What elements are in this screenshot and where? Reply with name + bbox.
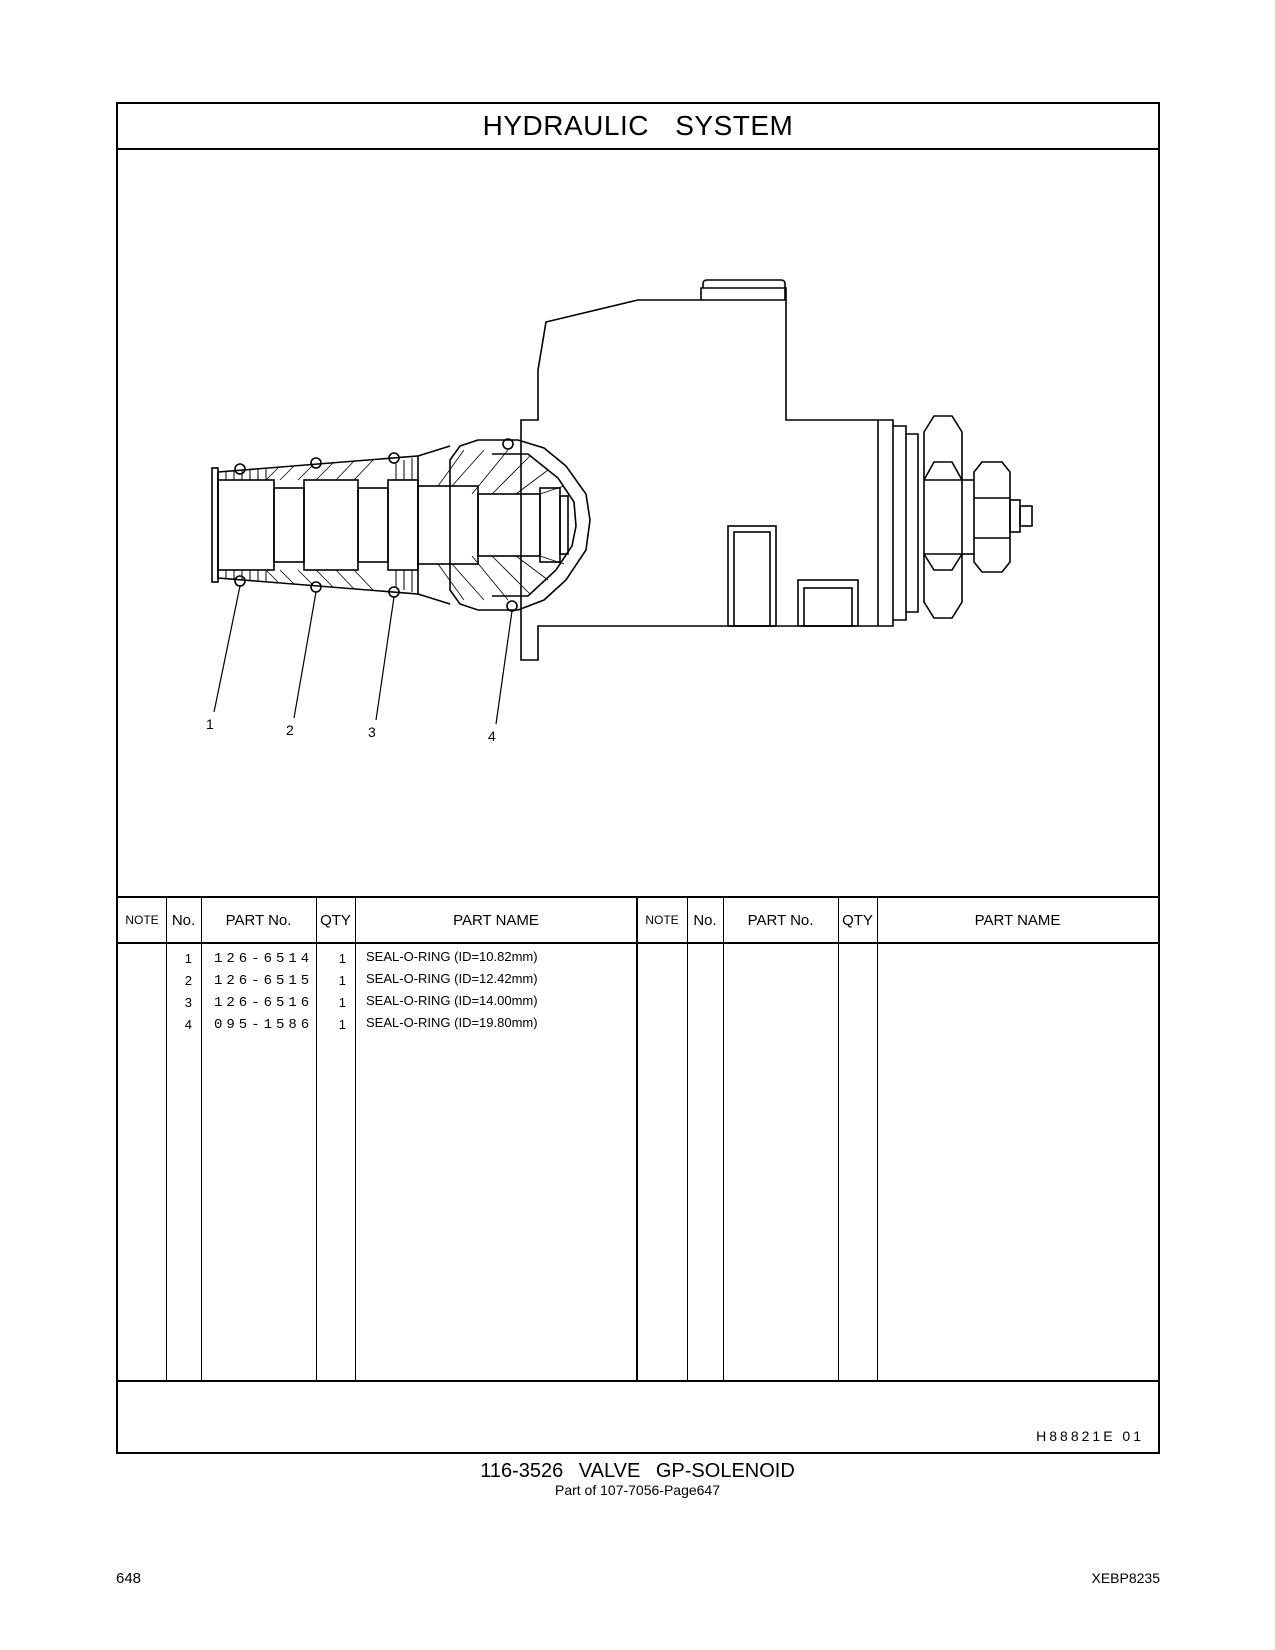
table-row-part-no: 095-1586: [214, 1017, 314, 1033]
table-row-part-name: SEAL-O-RING (ID=12.42mm): [366, 971, 538, 986]
cartridge-valve-section[interactable]: [212, 440, 590, 610]
callout-3: 3: [368, 724, 376, 740]
col-header-qty-left: QTY: [320, 911, 351, 929]
col-divider: [166, 898, 167, 1380]
callout-1: 1: [206, 716, 214, 732]
col-divider: [316, 898, 317, 1380]
assembly-title: 116-3526 VALVE GP-SOLENOID: [480, 1460, 795, 1482]
col-divider: [838, 898, 839, 1380]
callout-2: 2: [286, 722, 294, 738]
table-row-qty: 1: [338, 951, 346, 966]
col-divider: [723, 898, 724, 1380]
table-row-no: 1: [184, 951, 192, 966]
section-title: HYDRAULIC SYSTEM: [482, 110, 794, 141]
col-header-part-name-left: PART NAME: [453, 911, 539, 929]
col-header-part-no-right: PART No.: [747, 911, 814, 929]
solenoid-body: [521, 280, 918, 660]
page-caption: [0, 1460, 1275, 1498]
exploded-view-drawing: [118, 150, 1158, 896]
col-header-note-right: NOTE: [645, 913, 679, 927]
col-divider-center: [636, 898, 638, 1380]
table-row-qty: 1: [338, 1017, 346, 1032]
valve-solenoid-illustration: [118, 150, 1158, 896]
table-row-part-name: SEAL-O-RING (ID=14.00mm): [366, 993, 538, 1008]
table-row-no: 4: [184, 1017, 192, 1032]
table-row-part-no: 126-6515: [214, 973, 314, 989]
col-header-part-no-left: PART No.: [225, 911, 292, 929]
col-divider: [355, 898, 356, 1380]
callout-4: 4: [488, 728, 496, 744]
illustration-code: H88821E 01: [1036, 1428, 1144, 1444]
o-ring-markers[interactable]: [235, 439, 517, 611]
col-header-no-right: No.: [693, 911, 717, 929]
col-divider: [877, 898, 878, 1380]
table-row-part-name: SEAL-O-RING (ID=19.80mm): [366, 1015, 538, 1030]
table-row-part-no: 126-6514: [214, 951, 314, 967]
table-row-no: 2: [184, 973, 192, 988]
small-nut: [962, 462, 1032, 572]
table-row-no: 3: [184, 995, 192, 1010]
col-header-no-left: No.: [171, 911, 196, 929]
table-row-qty: 1: [338, 973, 346, 988]
parts-list-table: [118, 896, 1158, 1382]
document-id: XEBP8235: [1091, 1570, 1160, 1586]
section-title-bar: [118, 104, 1158, 150]
col-header-part-name-right: PART NAME: [974, 911, 1061, 929]
table-row-part-no: 126-6516: [214, 995, 314, 1011]
col-divider: [201, 898, 202, 1380]
table-header-divider: [118, 942, 1158, 944]
table-row-qty: 1: [338, 995, 346, 1010]
col-header-note-left: NOTE: [125, 913, 159, 927]
hex-nut: [924, 416, 962, 618]
page-number: 648: [116, 1570, 142, 1587]
parts-sheet-frame: [116, 102, 1160, 1454]
table-row-part-name: SEAL-O-RING (ID=10.82mm): [366, 949, 538, 964]
col-divider: [687, 898, 688, 1380]
col-header-qty-right: QTY: [842, 911, 873, 929]
assembly-subtitle: Part of 107-7056-Page647: [554, 1482, 720, 1498]
